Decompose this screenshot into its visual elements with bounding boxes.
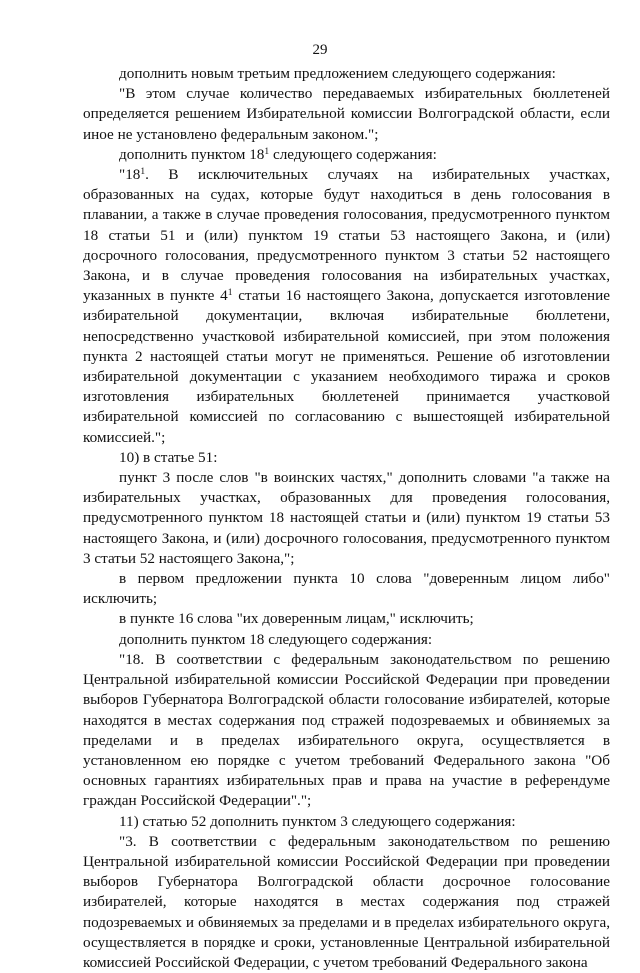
paragraph (83, 165, 610, 448)
document-body (83, 64, 610, 973)
superscript: 1 (264, 146, 270, 157)
paragraph: пункт 3 после слов "в воинских частях," дополнить словами "а также на избирательных участках, образованных для проведения голосования, предусмотренного пунктом 18 настоящей статьи и (или) пунктом 19 статьи 53 настоящего Закона, и (или) досрочного голосования, предусмотренного пунктом 3 статьи 52 настоящего Закона,"; (83, 469, 610, 567)
paragraph-text: дополнить пунктом 18 (119, 145, 265, 163)
page-number: 29 (312, 42, 328, 58)
paragraph: "3. В соответствии с федеральным законодательством по решению Центральной избирательной комиссии Российской Федерации при проведении выборов Губернатора Волгоградской области досрочное голосование избирателей, которые находятся в местах содержания под стражей подозреваемых и обвиняемых за пределами и в пределах избирательного округа, осуществляется в порядке и сроки, установленные Центральной избирательной комиссией Российской Федерации, с учетом требований Федерального закона (83, 832, 610, 971)
paragraph: в первом предложении пункта 10 слова "доверенным лицом либо" исключить; (83, 570, 610, 608)
paragraph-text: статьи 16 настоящего Закона, допускается изготовление избирательной документации, включая избирательные бюллетени, непосредственно участковой избирательной комиссией, при этом положения пункта 2 настоящей статьи могут не применяться. Решение об изготовлении избирательной документации с указанием необходимого тиража и сроков изготовления избирательных бюллетеней принимается участковой избирательной комиссией по согласованию с вышестоящей избирательной комиссией."; (83, 287, 611, 446)
paragraph: 10) в статье 51: (119, 448, 218, 466)
paragraph: в пункте 16 слова "их доверенным лицам," исключить; (119, 610, 474, 628)
paragraph (83, 145, 610, 165)
paragraph-text: следующего содержания: (269, 145, 437, 163)
paragraph: дополнить новым третьим предложением следующего содержания: (119, 65, 556, 82)
paragraph: "В этом случае количество передаваемых избирательных бюллетеней определяется решением Избирательной комиссии Волгоградской области, если иное не установлено федеральным законом."; (83, 85, 610, 143)
paragraph-text: "18 (119, 166, 141, 184)
paragraph: "18. В соответствии с федеральным законодательством по решению Центральной избирательной комиссии Российской Федерации при проведении выборов Губернатора Волгоградской области голосование избирателей, которые находятся в местах содержания под стражей подозреваемых и обвиняемых за пределами и в пределах избирательного округа, осуществляется в установленном ею порядке с учетом требований Федерального закона "Об основных гарантиях избирательных прав и права на участие в референдуме граждан Российской Федерации"."; (83, 650, 610, 810)
superscript: 1 (227, 288, 233, 299)
paragraph-text: . В исключительных случаях на избирательных участках, образованных на судах, которые будут находиться в день голосования в плавании, а также в случае проведения голосования, предусмотренного пунктом 18 статьи 51 и (или) пунктом 19 статьи 53 настоящего Закона, и (или) досрочного голосования, предусмотренного пунктом 3 статьи 52 настоящего Закона, и в случае проведения голосования на избирательных участках, указанных в пункте 4 (83, 166, 610, 305)
paragraph: 11) статью 52 дополнить пунктом 3 следующего содержания: (119, 812, 516, 830)
paragraph: дополнить пунктом 18 следующего содержания: (119, 630, 433, 648)
superscript: 1 (140, 166, 146, 177)
